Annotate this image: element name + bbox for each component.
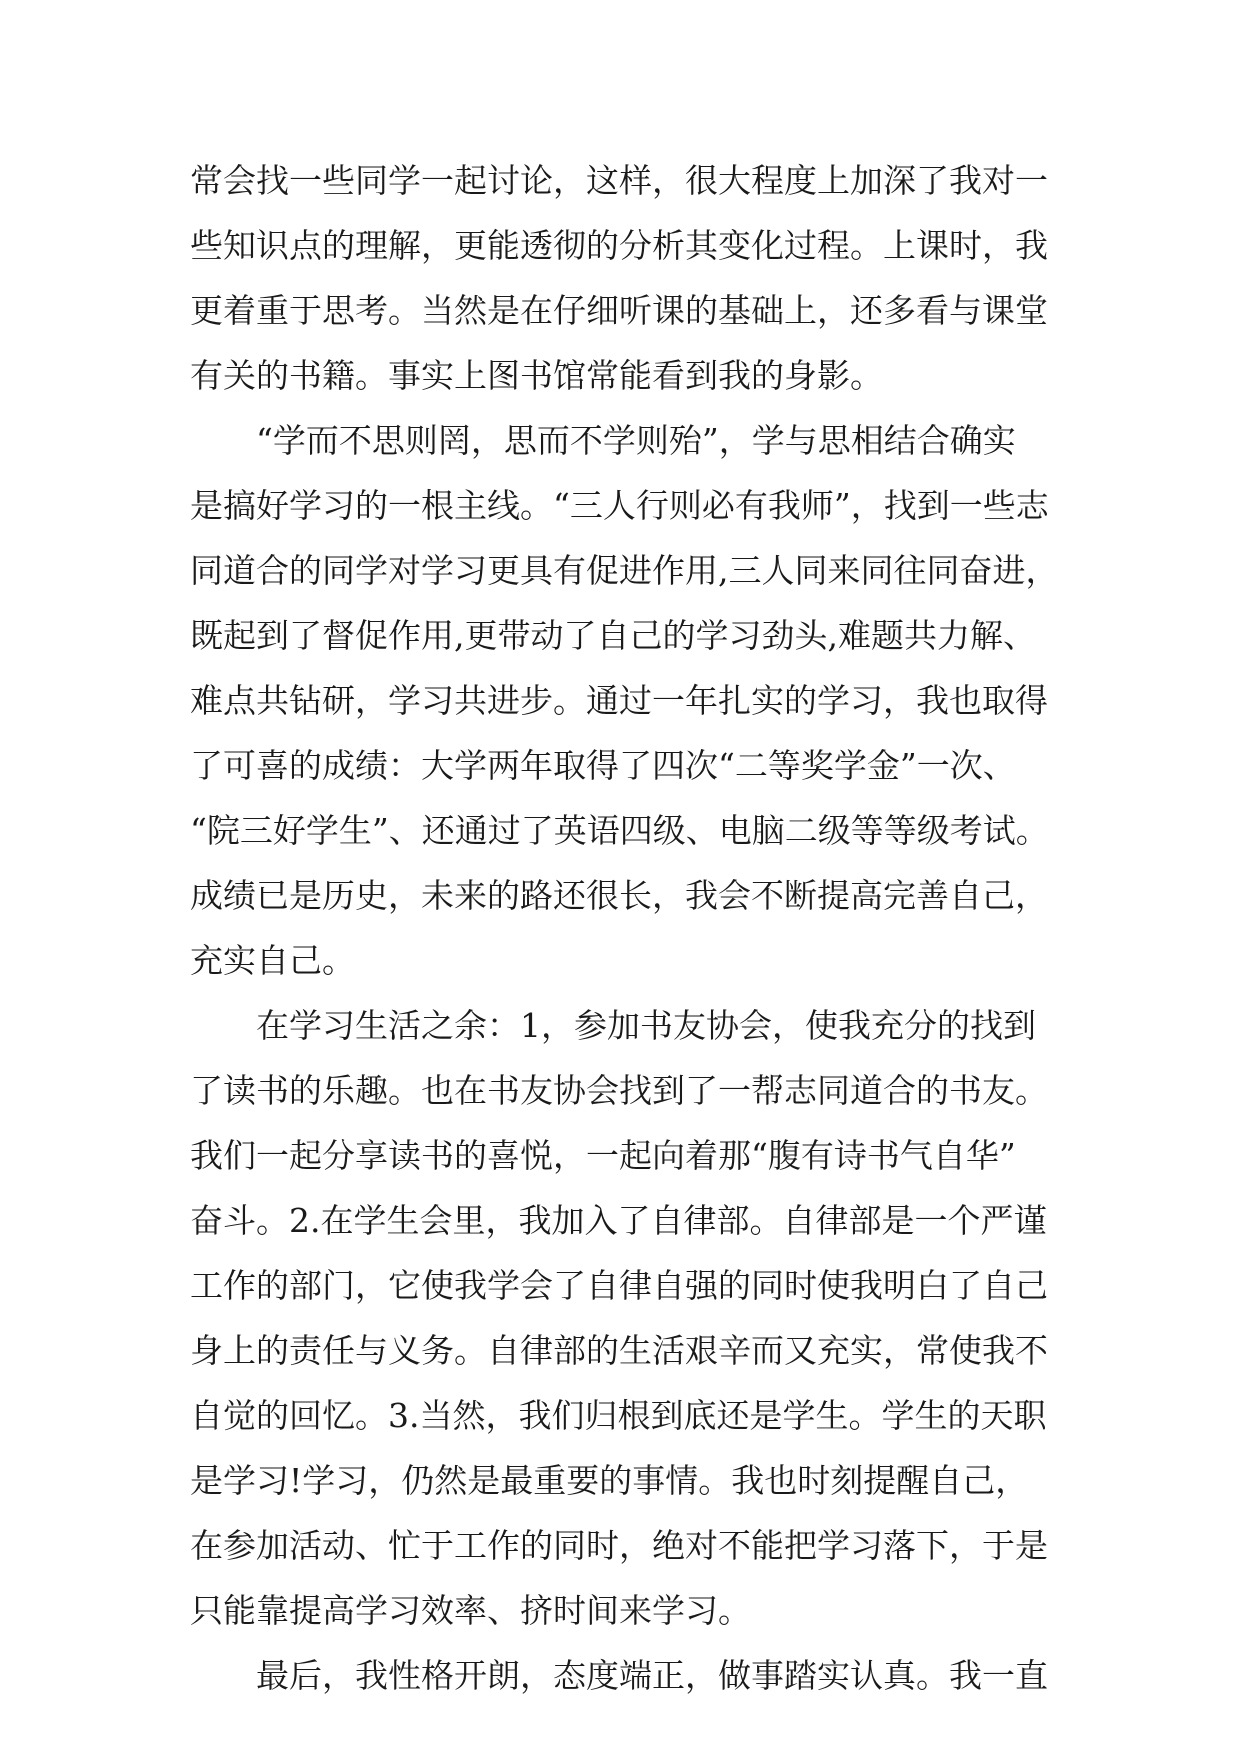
text-line: 身上的责任与义务。自律部的生活艰辛而又充实，常使我不	[190, 1331, 1048, 1370]
text-line: 只能靠提高学习效率、挤时间来学习。	[190, 1591, 751, 1630]
text-line: 了可喜的成绩：大学两年取得了四次“二等奖学金”一次、	[190, 746, 1016, 785]
text-line: 常会找一些同学一起讨论，这样，很大程度上加深了我对一	[190, 161, 1048, 200]
document-body	[190, 148, 1070, 1708]
text-line: “学而不思则罔，思而不学则殆”，学与思相结合确实	[256, 421, 1016, 460]
text-line: 了读书的乐趣。也在书友协会找到了一帮志同道合的书友。	[190, 1071, 1048, 1110]
text-line: 难点共钻研，学习共进步。通过一年扎实的学习，我也取得	[190, 681, 1048, 720]
text-line: 成绩已是历史，未来的路还很长，我会不断提高完善自己，	[190, 876, 1048, 915]
paragraph	[190, 148, 1070, 408]
paragraph	[190, 1643, 1070, 1708]
text-line: 最后，我性格开朗，态度端正，做事踏实认真。我一直	[256, 1656, 1048, 1695]
text-line: 同道合的同学对学习更具有促进作用,三人同来同往同奋进，	[190, 551, 1059, 590]
text-line: 充实自己。	[190, 941, 355, 980]
text-line: 我们一起分享读书的喜悦，一起向着那“腹有诗书气自华”	[190, 1136, 1016, 1175]
text-line: 工作的部门，它使我学会了自律自强的同时使我明白了自己	[190, 1266, 1048, 1305]
text-line: 是学习!学习，仍然是最重要的事情。我也时刻提醒自己，	[190, 1461, 1029, 1500]
text-line: 自觉的回忆。3.当然，我们归根到底还是学生。学生的天职	[190, 1396, 1047, 1435]
paragraph	[190, 993, 1070, 1643]
text-line: 奋斗。2.在学生会里，我加入了自律部。自律部是一个严谨	[190, 1201, 1047, 1240]
text-line: 在学习生活之余：1，参加书友协会，使我充分的找到	[256, 1006, 1036, 1045]
text-line: 是搞好学习的一根主线。“三人行则必有我师”，找到一些志	[190, 486, 1049, 525]
text-line: “院三好学生”、还通过了英语四级、电脑二级等等级考试。	[190, 811, 1049, 850]
text-line: 有关的书籍。事实上图书馆常能看到我的身影。	[190, 356, 883, 395]
text-line: 在参加活动、忙于工作的同时，绝对不能把学习落下，于是	[190, 1526, 1048, 1565]
text-line: 些知识点的理解，更能透彻的分析其变化过程。上课时，我	[190, 226, 1048, 265]
paragraph	[190, 408, 1070, 993]
text-line: 更着重于思考。当然是在仔细听课的基础上，还多看与课堂	[190, 291, 1048, 330]
text-line: 既起到了督促作用,更带动了自己的学习劲头,难题共力解、	[190, 616, 1036, 655]
